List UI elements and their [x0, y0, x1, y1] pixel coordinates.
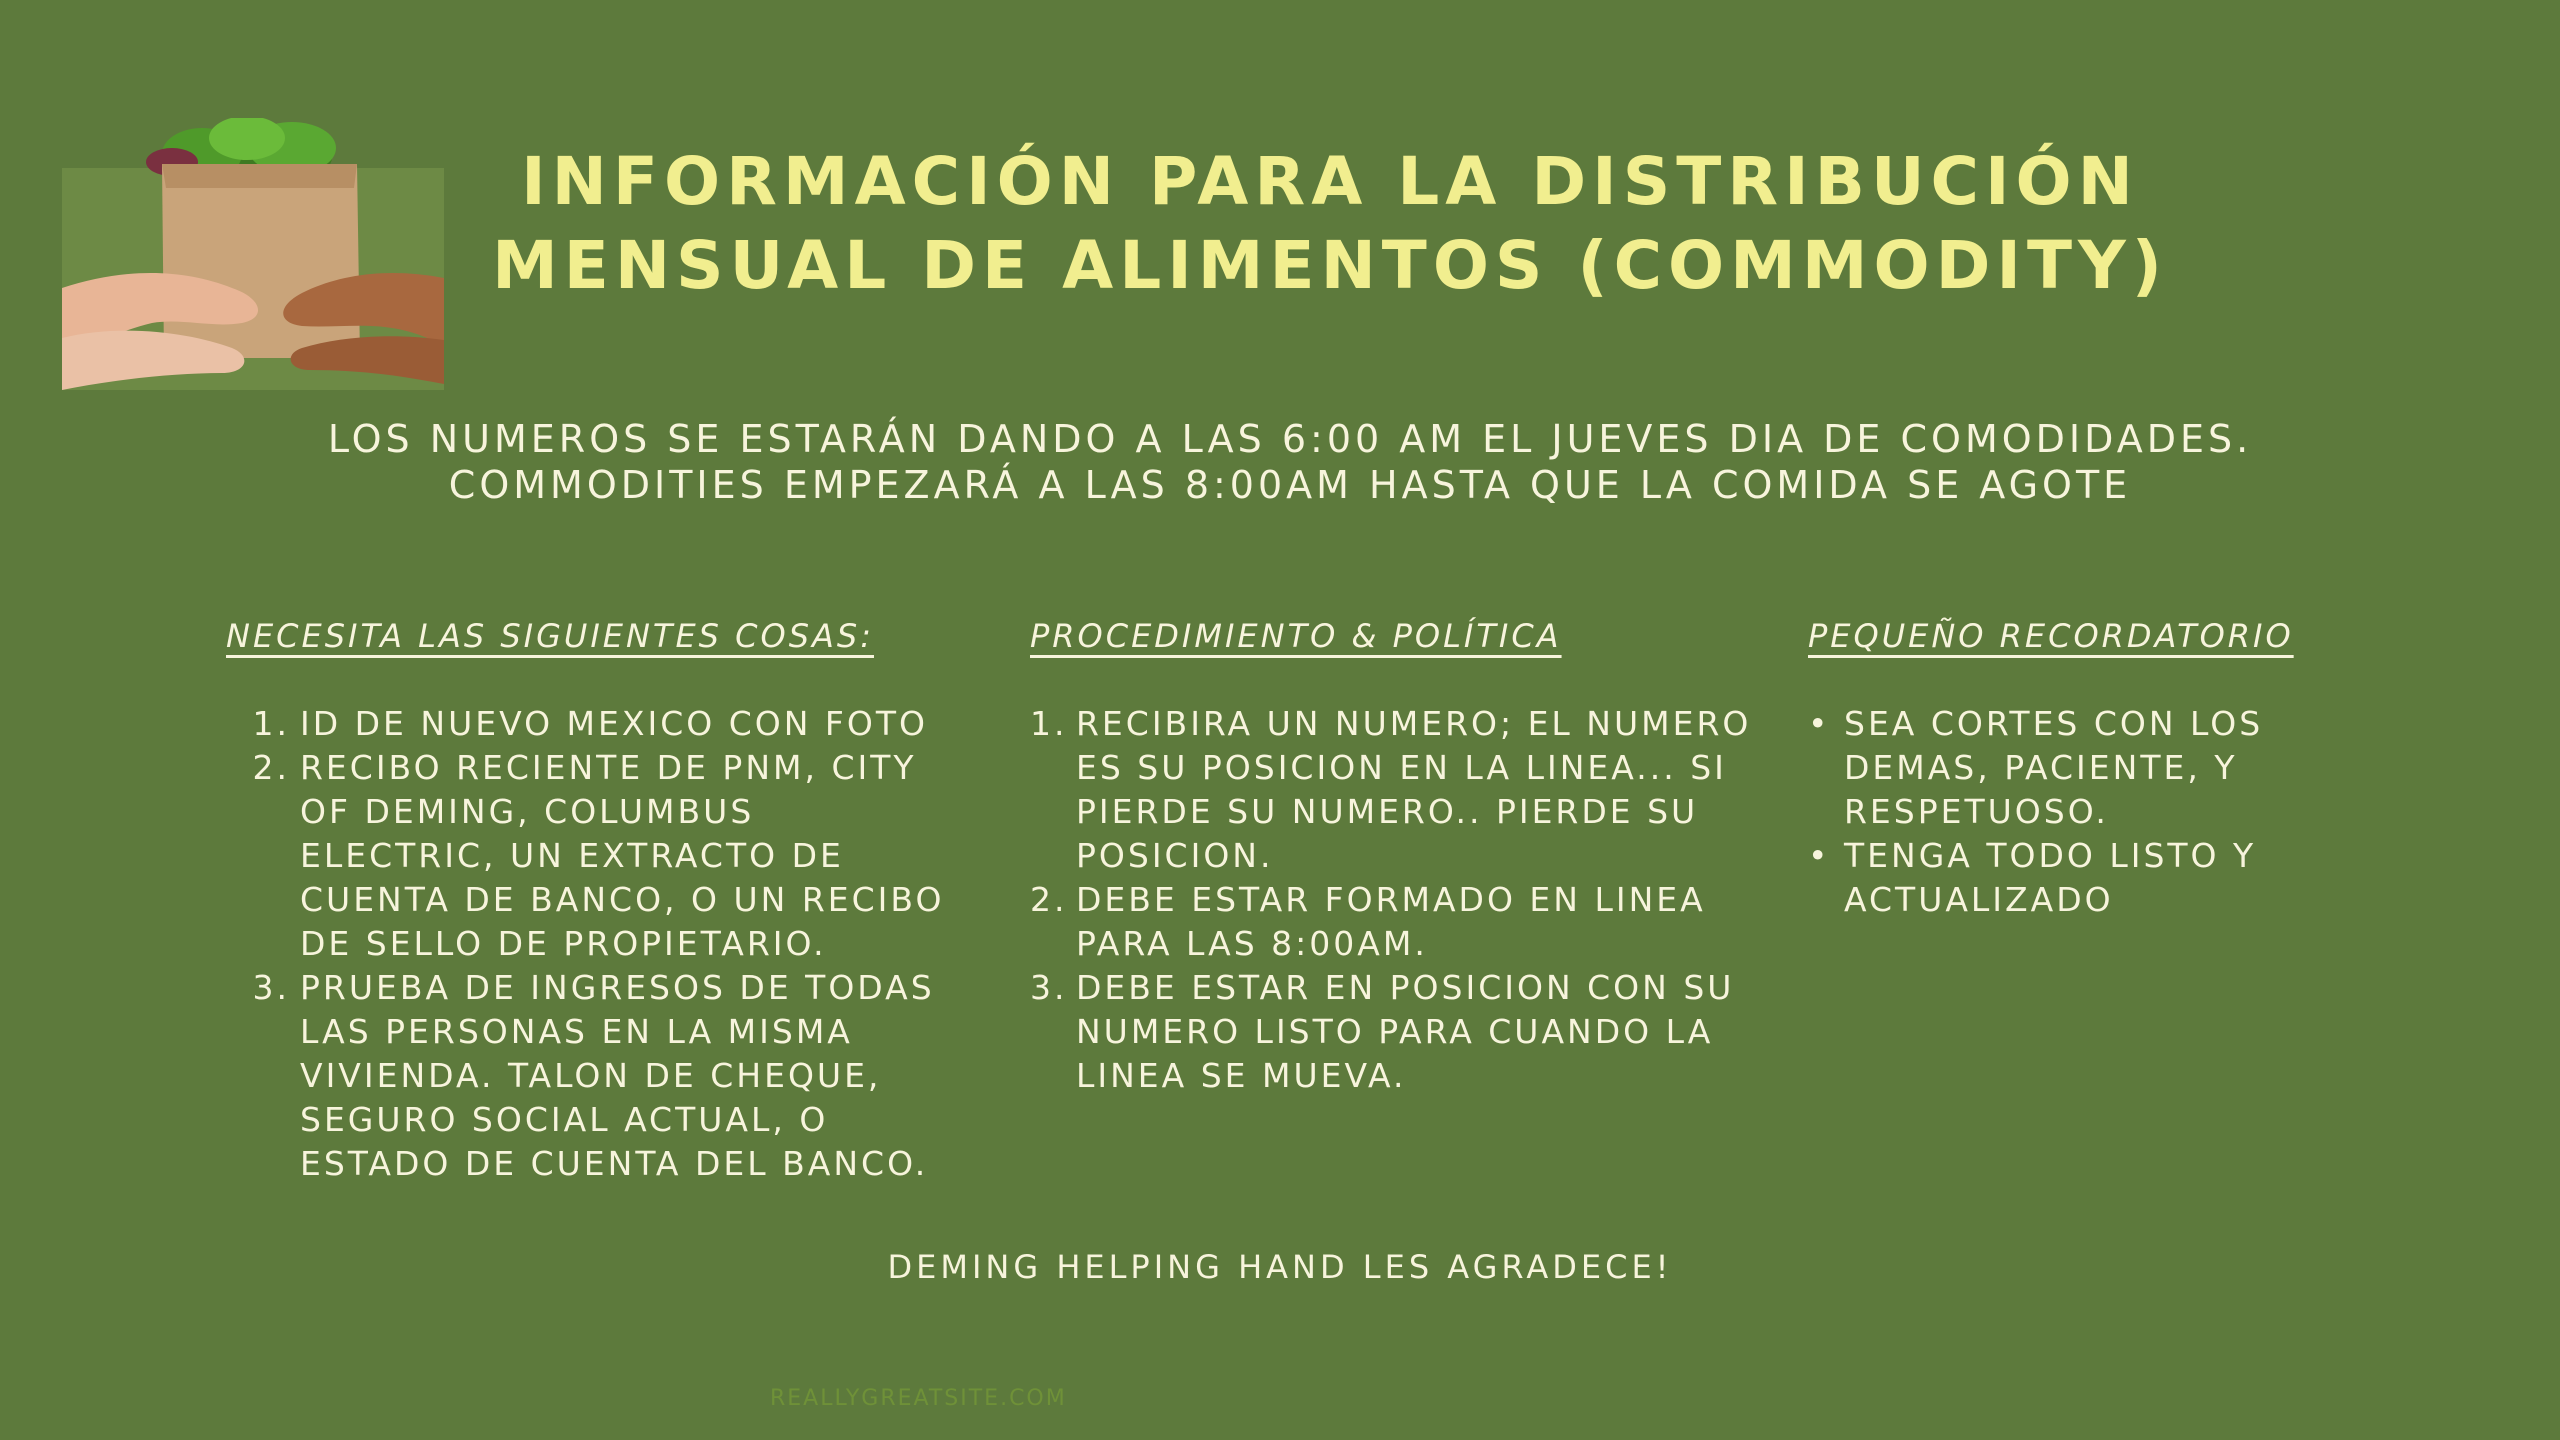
- schedule-notice: [260, 416, 2320, 508]
- title-line-1: INFORMACIÓN PARA LA DISTRIBUCIÓN: [521, 143, 2139, 220]
- bullet-icon: •: [1808, 704, 1831, 743]
- list-text: DEBE ESTAR EN POSICION CON SU NUMERO LISTO PARA CUANDO LA LINEA SE MUEVA.: [1076, 968, 1735, 1095]
- list-item: [1808, 702, 2328, 834]
- needs-list: [226, 702, 956, 1186]
- page-title: [460, 140, 2200, 308]
- list-item: [226, 702, 956, 746]
- bullet-icon: •: [1808, 836, 1831, 875]
- list-text: RECIBIRA UN NUMERO; EL NUMERO ES SU POSICION EN LA LINEA... SI PIERDE SU NUMERO.. PIERDE SU POSICION.: [1076, 704, 1752, 875]
- list-item: [226, 966, 956, 1186]
- list-item: [226, 746, 956, 966]
- list-text: TENGA TODO LISTO Y ACTUALIZADO: [1844, 836, 2257, 919]
- reminder-heading: PEQUEÑO RECORDATORIO: [1808, 617, 2294, 655]
- list-text: SEA CORTES CON LOS DEMAS, PACIENTE, Y RESPETUOSO.: [1844, 704, 2264, 831]
- website-watermark: REALLYGREATSITE.COM: [770, 1386, 1067, 1411]
- procedure-heading: PROCEDIMIENTO & POLÍTICA: [1030, 617, 1562, 655]
- list-text: PRUEBA DE INGRESOS DE TODAS LAS PERSONAS EN LA MISMA VIVIENDA. TALON DE CHEQUE, SEGURO SOCIAL ACTUAL, O ESTADO DE CUENTA DEL BANCO.: [300, 968, 935, 1183]
- schedule-line-1: LOS NUMEROS SE ESTARÁN DANDO A LAS 6:00 AM EL JUEVES DIA DE COMODIDADES.: [327, 417, 2253, 461]
- reminder-column: [1808, 614, 2328, 922]
- schedule-line-2: COMMODITIES EMPEZARÁ A LAS 8:00AM HASTA QUE LA COMIDA SE AGOTE: [448, 463, 2132, 507]
- list-number: 3.: [1030, 968, 1068, 1007]
- procedure-column: [1030, 614, 1770, 1098]
- needs-column: [226, 614, 956, 1186]
- list-text: ID DE NUEVO MEXICO CON FOTO: [300, 704, 928, 743]
- list-number: 1.: [252, 704, 290, 743]
- list-item: [1808, 834, 2328, 922]
- list-number: 3.: [252, 968, 290, 1007]
- list-item: [1030, 966, 1770, 1098]
- list-number: 2.: [252, 748, 290, 787]
- list-number: 1.: [1030, 704, 1068, 743]
- reminder-list: [1808, 702, 2328, 922]
- list-text: RECIBO RECIENTE DE PNM, CITY OF DEMING, COLUMBUS ELECTRIC, UN EXTRACTO DE CUENTA DE BANCO, O UN RECIBO DE SELLO DE PROPIETARIO.: [300, 748, 945, 963]
- list-number: 2.: [1030, 880, 1068, 919]
- procedure-list: [1030, 702, 1770, 1098]
- thank-you-message: DEMING HELPING HAND LES AGRADECE!: [887, 1248, 1673, 1286]
- title-line-2: MENSUAL DE ALIMENTOS (COMMODITY): [492, 227, 2168, 304]
- list-item: [1030, 878, 1770, 966]
- needs-heading: NECESITA LAS SIGUIENTES COSAS:: [226, 617, 874, 655]
- list-item: [1030, 702, 1770, 878]
- list-text: DEBE ESTAR FORMADO EN LINEA PARA LAS 8:00AM.: [1076, 880, 1706, 963]
- grocery-bag-image: [62, 118, 444, 390]
